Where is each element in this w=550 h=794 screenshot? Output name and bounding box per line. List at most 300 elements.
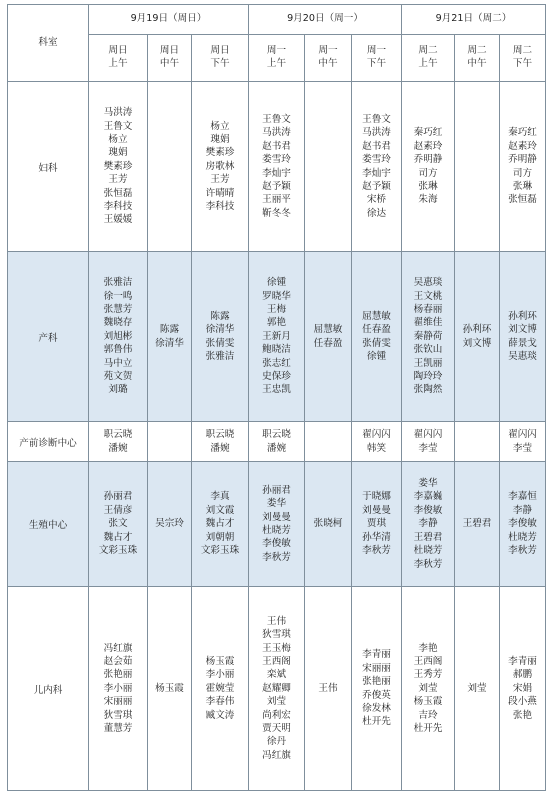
duty-names — [99, 490, 137, 557]
duty-cell — [455, 252, 500, 422]
slot-header-line: 周二 — [418, 45, 438, 57]
staff-name: 房歌林 — [205, 160, 235, 172]
staff-name: 张艳 — [512, 709, 533, 721]
duty-names — [155, 682, 184, 695]
staff-name: 尚利宏 — [262, 709, 291, 721]
staff-name: 屈慧敏 — [362, 310, 391, 322]
staff-name: 娄华 — [418, 478, 438, 490]
slot-header-line: 上午 — [266, 58, 287, 69]
duty-names — [362, 490, 391, 557]
staff-name: 刘莹 — [266, 696, 287, 708]
duty-cell — [89, 587, 148, 791]
slot-header-row — [8, 35, 546, 82]
slot-header-line: 中午 — [467, 58, 487, 69]
staff-name: 职云晓 — [262, 429, 291, 441]
duty-names — [206, 655, 235, 722]
duty-names — [314, 323, 343, 350]
staff-name: 乔俊英 — [362, 689, 391, 701]
staff-name: 职云晓 — [103, 429, 133, 441]
staff-name: 王西阁 — [262, 655, 291, 667]
staff-name: 王鲁文 — [262, 113, 291, 125]
staff-name: 李静 — [512, 504, 533, 516]
date-header-row — [8, 5, 546, 35]
staff-name: 李科技 — [103, 201, 133, 213]
staff-name: 张琳 — [512, 180, 533, 192]
duty-cell — [455, 462, 500, 587]
staff-name: 贾天明 — [262, 723, 291, 735]
duty-cell — [249, 82, 305, 252]
staff-name: 许晴晴 — [205, 187, 235, 199]
slot-header-line: 上午 — [418, 58, 438, 69]
staff-name: 刘莹 — [467, 682, 487, 694]
duty-cell — [500, 252, 546, 422]
slot-header — [352, 35, 402, 82]
duty-cell — [352, 252, 402, 422]
staff-name: 李俊敏 — [262, 538, 291, 550]
slot-header-line: 周日 — [210, 45, 230, 57]
duty-cell — [352, 462, 402, 587]
duty-cell — [89, 82, 148, 252]
duty-cell — [305, 587, 352, 791]
slot-header-line: 下午 — [512, 58, 533, 69]
duty-cell — [402, 252, 455, 422]
staff-name: 赵素玲 — [508, 140, 537, 152]
staff-name: 刘朝朝 — [205, 531, 235, 543]
staff-name: 职云晓 — [205, 429, 235, 441]
duty-names — [104, 106, 133, 227]
staff-name: 李春伟 — [205, 696, 235, 708]
duty-names — [262, 428, 291, 455]
staff-name: 李秋芳 — [508, 545, 537, 557]
duty-cell — [192, 587, 249, 791]
schedule-table — [7, 4, 546, 791]
staff-name: 刘文博 — [508, 324, 537, 336]
duty-names — [414, 642, 443, 736]
slot-header — [402, 35, 455, 82]
staff-name: 吴惠琰 — [508, 350, 537, 362]
staff-name: 于晓娜 — [362, 491, 391, 503]
slot-header-line: 周二 — [512, 45, 533, 57]
duty-names — [262, 484, 291, 565]
duty-names — [508, 126, 537, 207]
duty-names — [463, 517, 492, 530]
dept-row — [8, 82, 546, 252]
dept-name: 生殖中心 — [8, 462, 89, 587]
slot-header-line: 中午 — [159, 58, 180, 69]
duty-cell — [402, 587, 455, 791]
staff-name: 娄雪玲 — [262, 154, 291, 166]
duty-names — [508, 428, 537, 455]
duty-names — [104, 428, 133, 455]
staff-name: 李秋芳 — [262, 551, 291, 563]
staff-name: 杜开先 — [413, 723, 443, 735]
staff-name: 赵书君 — [262, 140, 291, 152]
staff-name: 秦静荷 — [413, 330, 443, 342]
staff-name: 任春盈 — [362, 324, 391, 336]
staff-name: 王梅 — [266, 303, 287, 315]
duty-names — [414, 126, 443, 207]
staff-name: 张恒磊 — [103, 187, 133, 199]
duty-cell — [455, 82, 500, 252]
staff-name: 潘婉 — [266, 442, 287, 454]
staff-name: 冯红旗 — [262, 749, 291, 761]
staff-name: 张雅洁 — [205, 350, 235, 362]
staff-name: 翟闪闪 — [413, 429, 443, 441]
staff-name: 李静 — [418, 518, 438, 530]
staff-name: 孙利环 — [462, 324, 492, 336]
duty-cell — [148, 422, 192, 462]
duty-names — [206, 310, 235, 364]
staff-name: 董慧芳 — [103, 723, 133, 735]
dept-name: 产科 — [8, 252, 89, 422]
staff-name: 栾斌 — [266, 669, 287, 681]
schedule-body — [8, 5, 546, 791]
duty-cell — [305, 82, 352, 252]
staff-name: 刘旭彬 — [103, 330, 133, 342]
duty-cell — [500, 422, 546, 462]
staff-name: 王倩彦 — [103, 504, 133, 516]
duty-cell — [249, 252, 305, 422]
duty-names — [508, 310, 537, 364]
staff-name: 翟维佳 — [413, 317, 443, 329]
duty-cell — [148, 587, 192, 791]
staff-name: 李小丽 — [205, 669, 235, 681]
staff-name: 张文 — [108, 518, 128, 530]
duty-cell — [305, 422, 352, 462]
duty-cell — [89, 462, 148, 587]
duty-cell — [148, 252, 192, 422]
dept-row — [8, 587, 546, 791]
staff-name: 潘婉 — [108, 442, 128, 454]
slot-header — [305, 35, 352, 82]
duty-cell — [455, 422, 500, 462]
staff-name: 贾琪 — [366, 518, 387, 530]
staff-name: 李秋芳 — [362, 545, 391, 557]
duty-cell — [305, 462, 352, 587]
dept-name: 妇科 — [8, 82, 89, 252]
duty-names — [262, 276, 291, 397]
staff-name: 段小燕 — [508, 696, 537, 708]
staff-name: 郭鲁伟 — [103, 344, 133, 356]
staff-name: 王碧君 — [413, 531, 443, 543]
staff-name: 王丽平 — [262, 194, 291, 206]
duty-names — [155, 517, 184, 530]
staff-name: 翟闪闪 — [362, 429, 391, 441]
duty-cell — [402, 422, 455, 462]
staff-name: 徐清华 — [155, 337, 184, 349]
staff-name: 魏占才 — [103, 531, 133, 543]
staff-name: 宋丽丽 — [103, 696, 133, 708]
staff-name: 屈慧敏 — [313, 324, 343, 336]
duty-names — [362, 648, 391, 729]
staff-name: 王媛媛 — [103, 214, 133, 226]
staff-name: 赵会茹 — [103, 655, 133, 667]
staff-name: 李小丽 — [103, 682, 133, 694]
date-header: 9月20日（周一） — [249, 5, 402, 35]
staff-name: 李莹 — [512, 442, 533, 454]
staff-name: 李莹 — [418, 442, 438, 454]
staff-name: 樊素珍 — [103, 160, 133, 172]
staff-name: 马洪涛 — [103, 107, 133, 119]
staff-name: 狄雪琪 — [103, 709, 133, 721]
duty-names — [414, 477, 443, 571]
staff-name: 司方 — [418, 167, 438, 179]
staff-name: 杨春丽 — [413, 303, 443, 315]
staff-name: 杨玉霞 — [155, 682, 184, 694]
slot-header-line: 上午 — [108, 58, 128, 69]
staff-name: 王伟 — [318, 682, 338, 694]
staff-name: 文彩玉珠 — [200, 545, 240, 557]
duty-cell — [192, 422, 249, 462]
duty-names — [318, 682, 337, 695]
staff-name: 徐一鸣 — [103, 290, 133, 302]
staff-name: 乔明静 — [508, 154, 537, 166]
staff-name: 王鲁文 — [362, 113, 391, 125]
staff-name: 张钦山 — [413, 344, 443, 356]
duty-names — [508, 490, 537, 557]
staff-name: 宋丽丽 — [362, 662, 391, 674]
date-header: 9月21日（周二） — [402, 5, 546, 35]
duty-names — [508, 655, 537, 722]
staff-name: 霍婉莹 — [205, 682, 235, 694]
staff-name: 吉玲 — [418, 709, 438, 721]
duty-cell — [89, 252, 148, 422]
duty-names — [414, 276, 443, 397]
slot-header-line: 下午 — [210, 58, 230, 69]
staff-name: 秦巧红 — [508, 127, 537, 139]
dept-header: 科室 — [8, 5, 89, 82]
duty-names — [362, 310, 391, 364]
staff-name: 瑰娟 — [108, 147, 128, 159]
duty-names — [314, 517, 343, 530]
duty-names — [104, 276, 133, 397]
staff-name: 李灿宇 — [262, 167, 291, 179]
staff-name: 臧文涛 — [205, 709, 235, 721]
staff-name: 徐锺 — [366, 350, 387, 362]
staff-name: 任春盈 — [313, 337, 343, 349]
staff-name: 文彩玉珠 — [98, 545, 138, 557]
staff-name: 张雅洁 — [103, 277, 133, 289]
staff-name: 魏占才 — [205, 518, 235, 530]
duty-cell — [352, 587, 402, 791]
duty-cell — [89, 422, 148, 462]
staff-name: 徐发林 — [362, 702, 391, 714]
duty-cell — [455, 587, 500, 791]
duty-cell — [192, 252, 249, 422]
staff-name: 张倩雯 — [362, 337, 391, 349]
staff-name: 苑文贺 — [103, 371, 133, 383]
staff-name: 吴宗玲 — [155, 518, 184, 530]
slot-header-line: 周日 — [159, 45, 180, 57]
staff-name: 王秀芳 — [413, 669, 443, 681]
staff-name: 杜晓芳 — [413, 545, 443, 557]
staff-name: 李青丽 — [508, 655, 537, 667]
staff-name: 王伟 — [266, 615, 287, 627]
duty-cell — [500, 82, 546, 252]
staff-name: 王西阁 — [413, 655, 443, 667]
staff-name: 孙华清 — [362, 531, 391, 543]
staff-name: 马洪涛 — [362, 127, 391, 139]
duty-cell — [500, 462, 546, 587]
staff-name: 张陶然 — [413, 384, 443, 396]
duty-cell — [148, 82, 192, 252]
staff-name: 张恒磊 — [508, 194, 537, 206]
staff-name: 刘文博 — [462, 337, 492, 349]
date-header: 9月19日（周日） — [89, 5, 249, 35]
slot-header-line: 周二 — [467, 45, 487, 57]
duty-names — [463, 323, 492, 350]
staff-name: 刘曼曼 — [362, 504, 391, 516]
duty-names — [362, 428, 391, 455]
staff-name: 孙丽君 — [103, 491, 133, 503]
staff-name: 张艳丽 — [103, 669, 133, 681]
duty-names — [206, 120, 235, 214]
staff-name: 杨立 — [210, 120, 230, 132]
staff-name: 冯红旗 — [103, 642, 133, 654]
staff-name: 刘莹 — [418, 682, 438, 694]
staff-name: 杜晓芳 — [508, 531, 537, 543]
staff-name: 赵耀卿 — [262, 682, 291, 694]
dept-row — [8, 252, 546, 422]
staff-name: 李俊敏 — [413, 504, 443, 516]
staff-name: 张琳 — [418, 180, 438, 192]
duty-cell — [148, 462, 192, 587]
slot-header-line: 中午 — [318, 58, 338, 69]
duty-cell — [249, 422, 305, 462]
staff-name: 李嘉恒 — [508, 491, 537, 503]
staff-name: 徐丹 — [266, 736, 287, 748]
staff-name: 娄华 — [266, 498, 287, 510]
dept-name: 产前诊断中心 — [8, 422, 89, 462]
staff-name: 史保珍 — [262, 371, 291, 383]
staff-name: 赵书君 — [362, 140, 391, 152]
staff-name: 张慧芳 — [103, 303, 133, 315]
staff-name: 翟闪闪 — [508, 429, 537, 441]
staff-name: 靳冬冬 — [262, 207, 291, 219]
duty-names — [414, 428, 443, 455]
duty-cell — [249, 587, 305, 791]
staff-name: 徐清华 — [205, 324, 235, 336]
staff-name: 樊素珍 — [205, 147, 235, 159]
staff-name: 司方 — [512, 167, 533, 179]
staff-name: 杨玉霞 — [413, 696, 443, 708]
staff-name: 狄雪琪 — [262, 629, 291, 641]
staff-name: 李俊敏 — [508, 518, 537, 530]
staff-name: 吴惠琰 — [413, 277, 443, 289]
duty-cell — [402, 462, 455, 587]
duty-names — [104, 642, 133, 736]
dept-name: 儿内科 — [8, 587, 89, 791]
staff-name: 陶玲玲 — [413, 371, 443, 383]
duty-names — [467, 682, 486, 695]
staff-name: 徐锺 — [266, 277, 287, 289]
duty-cell — [305, 252, 352, 422]
slot-header-line: 周一 — [318, 45, 338, 57]
staff-name: 陈露 — [159, 324, 180, 336]
staff-name: 赵予颖 — [362, 180, 391, 192]
staff-name: 徐达 — [366, 207, 387, 219]
staff-name: 陈露 — [210, 310, 230, 322]
staff-name: 瑰娟 — [210, 133, 230, 145]
staff-name: 刘曼曼 — [262, 511, 291, 523]
staff-name: 李秋芳 — [413, 558, 443, 570]
staff-name: 刘璐 — [108, 384, 128, 396]
staff-name: 马中立 — [103, 357, 133, 369]
staff-name: 李嘉巍 — [413, 491, 443, 503]
staff-name: 宋桥 — [366, 194, 387, 206]
staff-name: 薛景戈 — [508, 337, 537, 349]
staff-name: 韩笑 — [366, 442, 387, 454]
duty-names — [155, 323, 184, 350]
staff-name: 李青丽 — [362, 649, 391, 661]
dept-row — [8, 422, 546, 462]
duty-cell — [192, 462, 249, 587]
slot-header — [455, 35, 500, 82]
staff-name: 王凯丽 — [413, 357, 443, 369]
duty-names — [262, 615, 291, 763]
slot-header-line: 周日 — [108, 45, 128, 57]
staff-name: 孙丽君 — [262, 484, 291, 496]
staff-name: 李真 — [210, 491, 230, 503]
slot-header — [192, 35, 249, 82]
slot-header — [148, 35, 192, 82]
staff-name: 王新月 — [262, 330, 291, 342]
staff-name: 张倩雯 — [205, 337, 235, 349]
staff-name: 杜晓芳 — [262, 525, 291, 536]
staff-name: 郭艳 — [266, 317, 287, 329]
duty-cell — [500, 587, 546, 791]
slot-header-line: 周一 — [266, 45, 287, 57]
staff-name: 李灿宇 — [362, 167, 391, 179]
staff-name: 李科技 — [205, 201, 235, 213]
staff-name: 杜开先 — [362, 716, 391, 728]
staff-name: 罗晓华 — [262, 290, 291, 302]
slot-header — [249, 35, 305, 82]
duty-cell — [352, 82, 402, 252]
duty-cell — [402, 82, 455, 252]
duty-names — [206, 428, 235, 455]
staff-name: 宋娟 — [512, 682, 533, 694]
staff-name: 杨玉霞 — [205, 655, 235, 667]
staff-name: 赵予颖 — [262, 180, 291, 192]
duty-names — [362, 113, 391, 220]
staff-name: 王忠凯 — [262, 384, 291, 396]
duty-cell — [192, 82, 249, 252]
dept-row — [8, 462, 546, 587]
slot-header-line: 周一 — [366, 45, 387, 57]
staff-name: 杨立 — [108, 133, 128, 145]
staff-name: 刘文霞 — [205, 504, 235, 516]
staff-name: 张艳丽 — [362, 676, 391, 688]
staff-name: 王芳 — [210, 174, 230, 186]
staff-name: 赵素玲 — [413, 140, 443, 152]
staff-name: 孙利环 — [508, 310, 537, 322]
staff-name: 李艳 — [418, 642, 438, 654]
staff-name: 王鲁文 — [103, 120, 133, 132]
slot-header — [500, 35, 546, 82]
staff-name: 张晓柯 — [313, 518, 343, 530]
duty-names — [201, 490, 239, 557]
staff-name: 王玉梅 — [262, 642, 291, 654]
duty-names — [262, 113, 291, 220]
staff-name: 马洪涛 — [262, 127, 291, 139]
staff-name: 秦巧红 — [413, 127, 443, 139]
staff-name: 乔明静 — [413, 154, 443, 166]
staff-name: 潘婉 — [210, 442, 230, 454]
slot-header — [89, 35, 148, 82]
staff-name: 王芳 — [108, 174, 128, 186]
staff-name: 朱海 — [418, 194, 438, 206]
